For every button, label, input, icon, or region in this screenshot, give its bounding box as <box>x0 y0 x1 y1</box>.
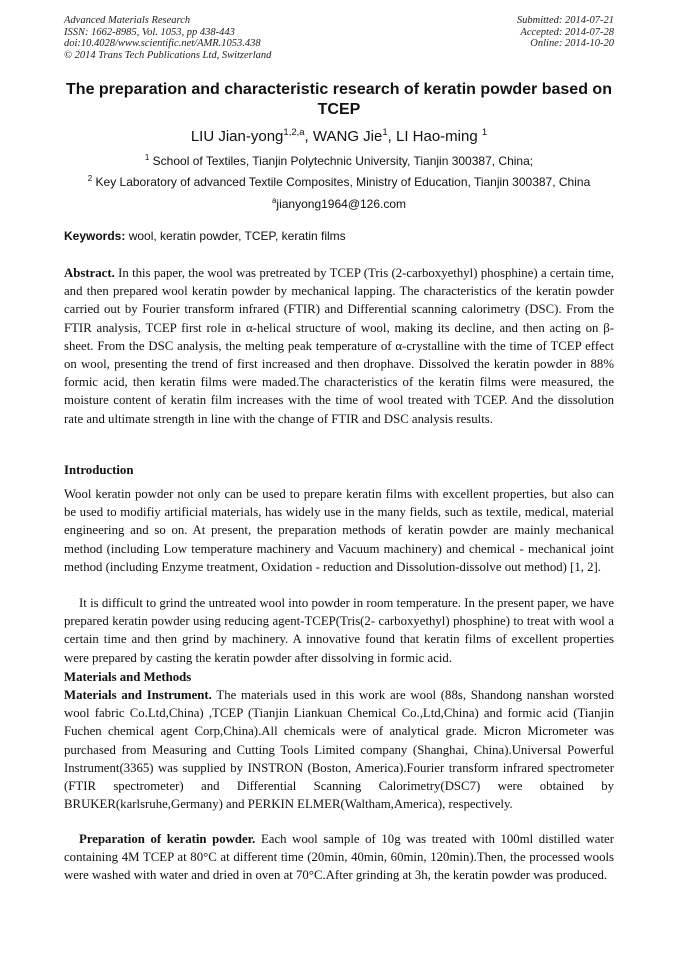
copyright-line: © 2014 Trans Tech Publications Ltd, Switzerland <box>64 49 272 61</box>
author-email <box>0 194 678 211</box>
journal-name: Advanced Materials Research <box>64 15 191 26</box>
methods-paragraph <box>64 830 614 885</box>
paper-title: The preparation and characteristic research of keratin powder based on TCEP <box>66 81 612 118</box>
abstract-text: In this paper, the wool was pretreated by TCEP (Tris (2-carboxyethyl) phosphine) a certain time, and then prepared wool keratin powder by mechanical lapping. The characteristics of the keratin powder carried out by Fourier transform infrared (FTIR) and Differential scanning calorimetry (DSC). From the FTIR analysis, TCEP first role in α-helical structure of wool, making its decline, and then acting on β-sheet. From the DSC analysis, the melting peak temperature of α-crystalline with the time of TCEP effect on wool, presenting the trend of first increased and then drophave. Dissolved the keratin powder in 88% formic acid, then keratin films were maded.The characteristics of the keratin films were measured, the moisture content of keratin film increases with the time of wool treated with TCEP. And the dissolution rate and ultimate strength in line with the change of FTIR and DSC analysis results. <box>64 266 614 426</box>
issn-line: ISSN: 1662-8985, Vol. 1053, pp 438-443 <box>64 26 235 38</box>
affiliation-marker: 2 <box>87 174 93 183</box>
preparation-label: Preparation of keratin powder. <box>79 832 256 846</box>
affiliation-text: School of Textiles, Tianjin Polytechnic University, Tianjin 300387, China; <box>149 154 534 168</box>
preparation-text: Each wool sample of 10g was treated with 100ml distilled water containing 4M TCEP at 80°C at different time (20min, 40min, 60min, 120min).Then, the processed wools were washed with water and dried in oven at 70°C.After grinding at 3h, the keratin powder was produced. <box>64 832 614 883</box>
keywords <box>64 229 346 243</box>
introduction-heading: Introduction <box>64 463 134 477</box>
author-superscript: 1 <box>481 127 488 138</box>
journal-info <box>64 15 271 61</box>
keywords-text: wool, keratin powder, TCEP, keratin films <box>125 229 346 243</box>
author-separator: , <box>304 128 313 145</box>
email-marker: a <box>271 196 277 205</box>
author-superscript: 1,2,a <box>283 127 305 138</box>
author-separator: , <box>387 128 396 145</box>
dates-info <box>517 15 614 50</box>
methods-heading: Materials and Methods <box>64 670 192 684</box>
materials-text: The materials used in this work are wool (88s, Shandong nanshan worsted wool fabric Co.Ltd,China) ,TCEP (Tianjin Liankuan Chemical Co.,Ltd,China) and formic acid (Tianjin Fuchen chemical agent Corp,China).All chemicals were of analytical grade. Micron Micrometer was purchased from Measuring and Cutting Tools Limited company (Shanghai, China).Universal Powerful Instrument(3365) was supplied by INSTRON (Boston, America).Fourier transform infrared spectrometer (FTIR spectrometer) and Differential Scanning Calorimetry(DSC7) were obtained by BRUKER(karlsruhe,Germany) and PERKIN ELMER(Waltham,America), respectively. <box>64 688 614 812</box>
submitted-date: Submitted: 2014-07-21 <box>516 15 614 26</box>
author-name: LI Hao-ming <box>395 128 482 145</box>
abstract-label: Abstract. <box>64 266 115 280</box>
keywords-label: Keywords: <box>64 229 126 243</box>
affiliation-text: Key Laboratory of advanced Textile Composites, Ministry of Education, Tianjin 300387, China <box>92 175 591 189</box>
affiliation-1 <box>0 151 678 168</box>
introduction-paragraph: Wool keratin powder not only can be used to prepare keratin films with excellent properties, but also can be used to modifiy artificial materials, has widely use in the many fields, such as textile, medical, material engineering and so on. At present, the preparation methods of keratin powder are mainly mechanical method (including Low temperature machinery and Vacuum machinery) and chemical - mechanical joint method (including Enzyme treatment, Oxidation - reduction and Dissolution-dissolve out method) [1, 2]. <box>64 487 614 574</box>
author-list <box>0 124 678 146</box>
methods-paragraph <box>64 686 614 813</box>
doi-line: doi:10.4028/www.scientific.net/AMR.1053.438 <box>64 38 261 49</box>
abstract <box>64 264 614 428</box>
author-name: LIU Jian-yong <box>190 128 284 145</box>
accepted-date: Accepted: 2014-07-28 <box>520 26 614 38</box>
introduction-paragraph: It is difficult to grind the untreated wool into powder in room temperature. In the present paper, we have prepared keratin powder using reducing agent-TCEP(Tris(2- carboxyethyl) phosphine) to treat with wool a certain time and then grind by machinery. A innovative found that keratin films of excellent properties were prepared by casting the keratin powder after dissolving in formic acid. <box>64 596 614 665</box>
affiliation-2 <box>0 172 678 189</box>
online-date: Online: 2014-10-20 <box>530 38 614 49</box>
author-name: WANG Jie <box>312 128 383 145</box>
author-superscript: 1 <box>382 127 388 138</box>
affiliation-marker: 1 <box>144 153 150 162</box>
materials-label: Materials and Instrument. <box>64 688 212 702</box>
email-text: jianyong1964@126.com <box>276 197 407 211</box>
